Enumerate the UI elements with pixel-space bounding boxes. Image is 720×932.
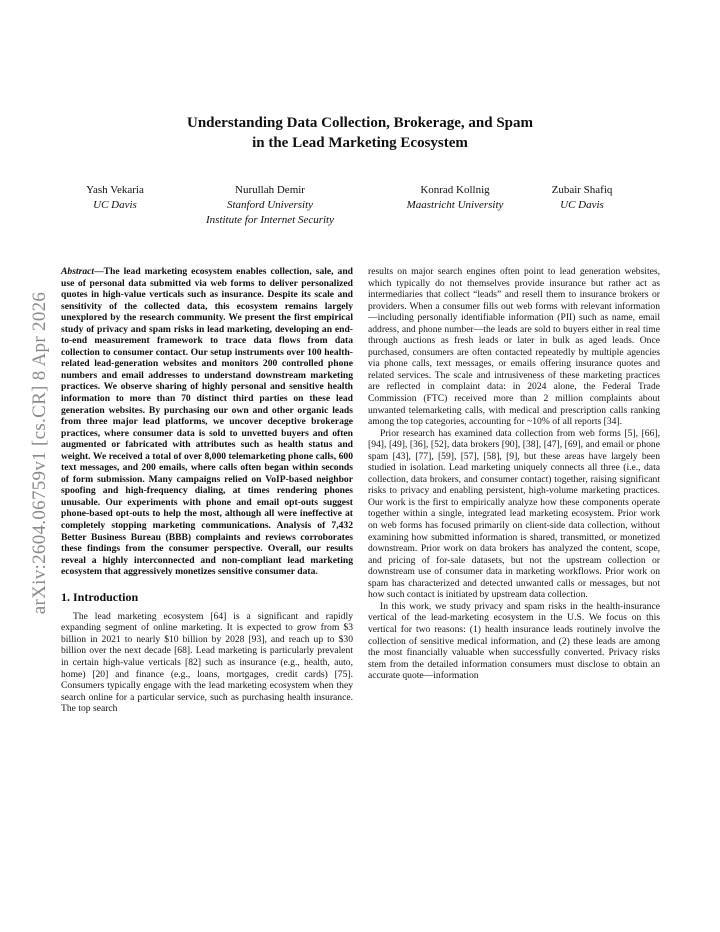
title-line-2: in the Lead Marketing Ecosystem xyxy=(252,135,468,151)
left-column xyxy=(61,266,353,715)
abstract xyxy=(61,266,353,578)
intro-paragraph-1: The lead marketing ecosystem [64] is a significant and rapidly expanding segment of online marketing. It is expected to grow from $3 billion in 2021 to nearly $10 billion by 2028 [93], and reach up to $30 billion over the next decade [68]. Lead marketing is particularly prevalent in certain high-value verticals [82] such as insurance (e.g., health, auto, home) [20] and finance (e.g., loans, mortgages, credit cards) [75]. Consumers typically engage with the lead marketing ecosystem when they search online for a particular service, such as purchasing health insurance. The top search xyxy=(61,610,353,715)
author-affiliation: UC Davis xyxy=(93,199,137,211)
title-line-1: Understanding Data Collection, Brokerage, and Spam xyxy=(187,115,533,131)
author-2 xyxy=(190,183,350,228)
section-heading: 1. Introduction xyxy=(61,589,139,604)
author-block xyxy=(60,183,670,233)
abstract-text: —The lead marketing ecosystem enables collection, sale, and use of personal data submitted via web forms to deliver personalized quotes in high-value verticals such as insurance. Despite its scale and sensitivity of the collected data, this ecosystem remains largely unexplored by the research community. We present the first empirical study of privacy and spam risks in lead marketing, developing an end-to-end measurement framework to trace data flows from data collection to consumer contact. Our setup instruments over 100 health-related lead-generation websites and monitors 200 controlled phone numbers and email addresses to understand downstream marketing practices. We observe sharing of highly personal and sensitive health information to more than 70 distinct third parties on these lead generation websites. By purchasing our own and other organic leads from three major lead platforms, we uncover deceptive brokerage practices, where consumer data is sold to unvetted buyers and often augmented or fabricated with attributes such as health status and weight. We received a total of over 8,000 telemarketing phone calls, 600 text messages, and 200 emails, where calls often began within seconds of form submission. Many campaigns relied on VoIP-based neighbor spoofing and high-frequency dialing, at times rendering phones unusable. Our experiments with phone and email opt-outs suggest phone-based opt-outs to help the most, although all were ineffective at completely stopping marketing communications. Analysis of 7,432 Better Business Bureau (BBB) complaints and reviews corroborates these findings from the consumer perspective. Overall, our results reveal a highly interconnected and non-compliant lead marketing ecosystem that aggressively monetizes sensitive consumer data. xyxy=(61,266,353,578)
author-name: Nurullah Demir xyxy=(235,184,305,196)
right-paragraph-2: Prior research has examined data collection from web forms [5], [66], [94], [49], [36], [52], data brokers [90], [38], [47], [69], and email or phone spam [43], [77], [59], [57], [58], [9], but these areas have largely been studied in isolation. Lead marketing uniquely connects all three (i.e., data collection, data brokers, and consumer contact) together, raising significant risks to privacy and enabling persistent, high-volume marketing practices. Our work is the first to empirically analyze how these components operate together within a single, integrated lead marketing ecosystem. Prior work on web forms has focused primarily on client-side data collection, without examining how submitted information is shared, transmitted, or monetized downstream. Prior work on data brokers has analyzed the content, scope, and pricing of for-sale datasets, but not the upstream collection or downstream use of consumer data in marketing workflows. Prior work on spam has characterized and detected unwanted calls or messages, but not how such contact is initiated by upstream data collection. xyxy=(368,427,660,601)
right-paragraph-1: results on major search engines often point to lead generation websites, which typically do not themselves provide insurance but rather act as intermediaries that collect “leads” and resell them to insurance brokers or providers. When a consumer fills out web forms with relevant information—including personally identifiable information (PII) such as name, email address, and phone number—the leads are sold to buyers either in real time through auctions as fresh leads or later in bulk as aged leads. Once purchased, consumers are often contacted repeatedly by multiple agencies via phone calls, text messages, or emails offering insurance quotes and related services. The scale and intrusiveness of these marketing practices are reflected in complaint data: in 2024 alone, the Federal Trade Commission (FTC) received more than 2 million complaints about unwanted telemarketing calls, with medical and prescription calls ranking among the top categories, accounting for ~10% of all reports [34]. xyxy=(368,266,660,428)
author-name: Zubair Shafiq xyxy=(551,184,613,196)
paper-title xyxy=(0,113,720,153)
author-1 xyxy=(55,183,175,213)
author-affiliation: Stanford University xyxy=(226,199,314,211)
arxiv-stamp-text: arXiv:2604.06759v1 [cs.CR] 8 Apr 2026 xyxy=(29,291,50,614)
author-affiliation-2: Institute for Internet Security xyxy=(206,214,334,226)
right-column xyxy=(368,266,660,682)
author-4 xyxy=(532,183,632,213)
author-affiliation: Maastricht University xyxy=(406,199,504,211)
right-paragraph-3: In this work, we study privacy and spam risks in the health-insurance vertical of the lead-marketing ecosystem in the U.S. We focus on this vertical for two reasons: (1) health insurance leads routinely involve the collection of sensitive medical information, and (2) these leads are among the most financially valuable when successfully converted. Privacy risks stem from the detailed information consumers must disclose to obtain an accurate quote—information xyxy=(368,600,660,682)
author-3 xyxy=(385,183,525,213)
author-affiliation: UC Davis xyxy=(560,199,604,211)
author-name: Yash Vekaria xyxy=(86,184,144,196)
abstract-label: Abstract xyxy=(61,266,95,277)
author-name: Konrad Kollnig xyxy=(420,184,490,196)
arxiv-stamp xyxy=(22,265,58,640)
